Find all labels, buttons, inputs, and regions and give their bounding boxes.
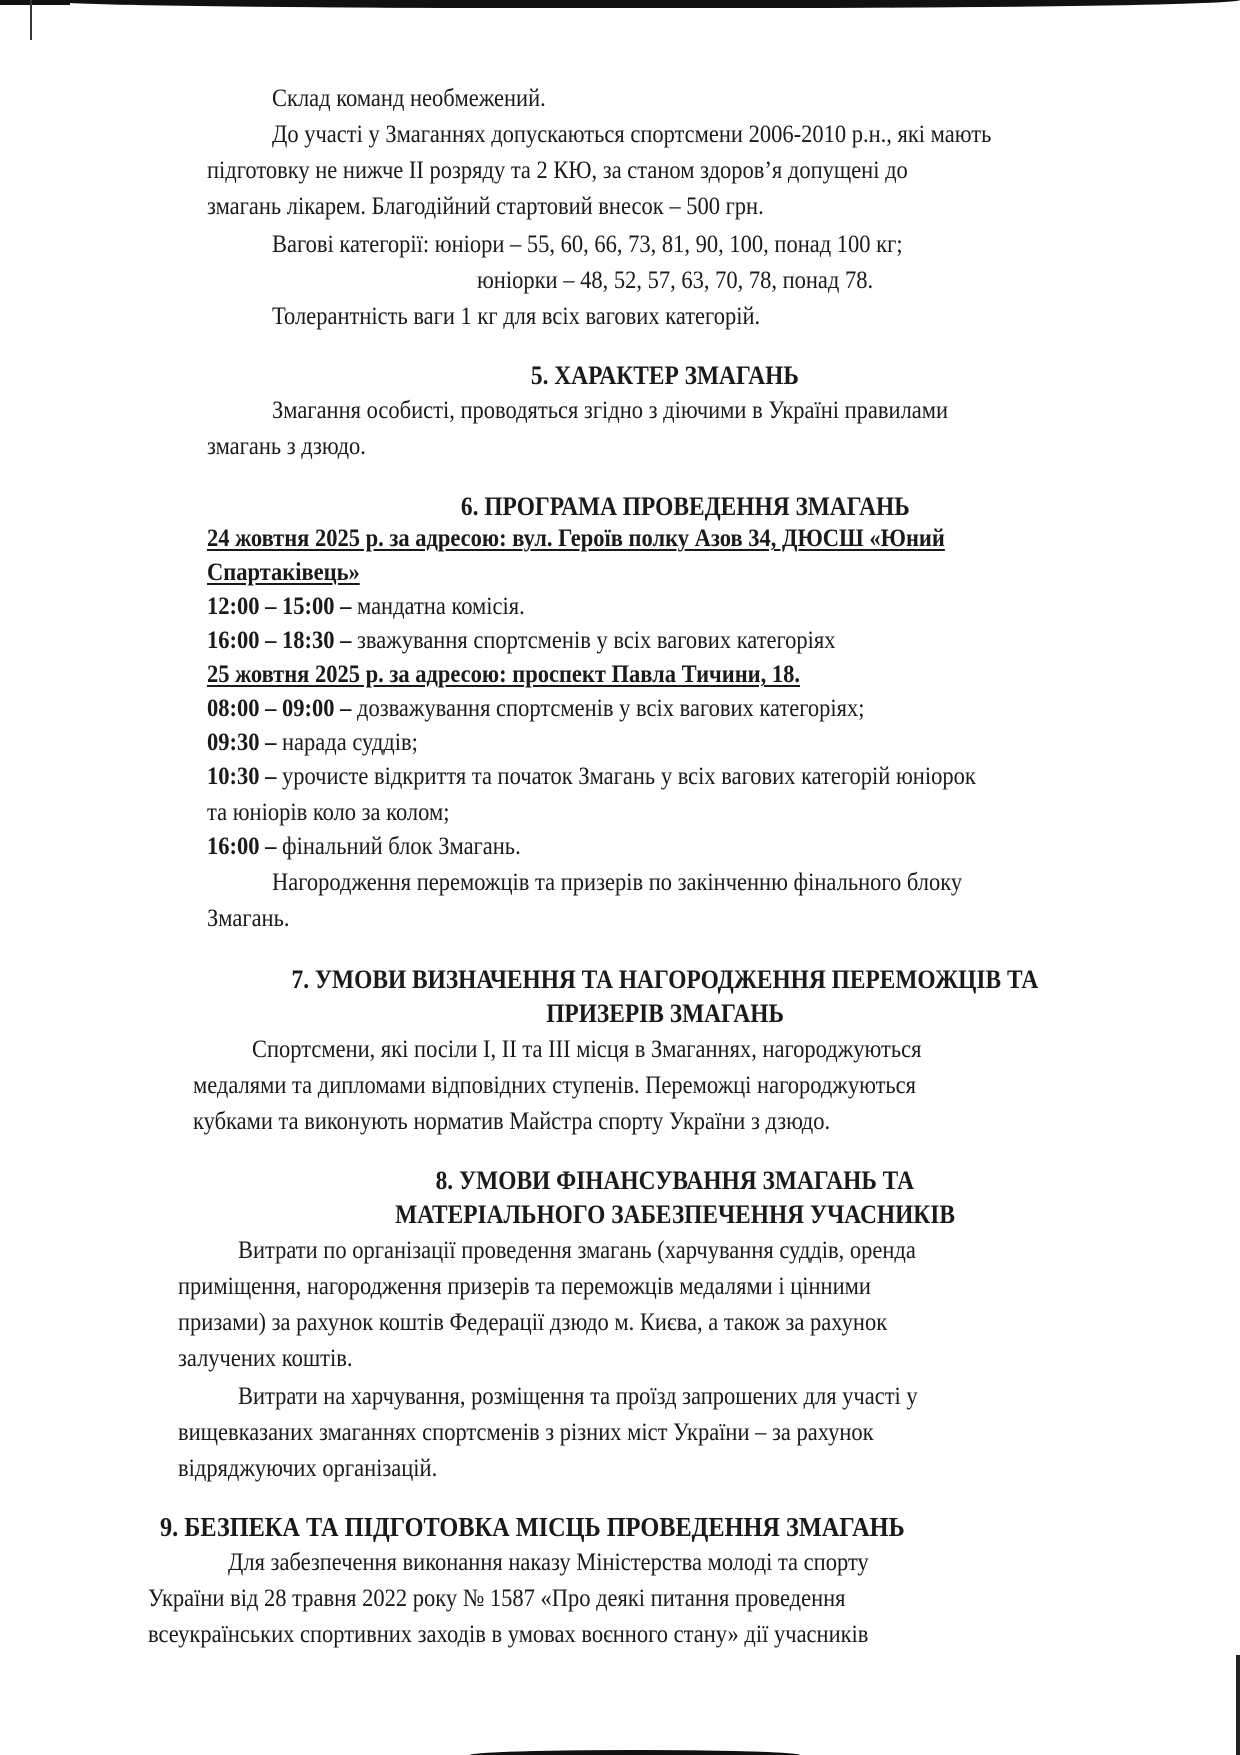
section-7-line-3: кубками та виконують норматив Майстра спорту України з дзюдо. [193,1108,831,1135]
awards-line-2: Змагань. [207,905,290,932]
weight-categories-junior-women: юніорки – 48, 52, 57, 63, 70, 78, понад 78. [477,267,874,294]
section-7-title-line-1: 7. УМОВИ ВИЗНАЧЕННЯ ТА НАГОРОДЖЕННЯ ПЕРЕМОЖЦІВ ТА [291,965,1039,994]
section-8-para-1-line-4: залучених коштів. [178,1345,353,1372]
section-9-line-3: всеукраїнських спортивних заходів в умовах воєнного стану» дії учасників [148,1621,869,1648]
section-8-title-line-1: 8. УМОВИ ФІНАНСУВАННЯ ЗМАГАНЬ ТА [435,1166,915,1195]
schedule-item [207,694,864,724]
section-8-para-1-line-2: приміщення, нагородження призерів та переможців медалями і цінними [178,1273,871,1300]
schedule-item [207,728,418,758]
scan-edge-left [30,0,32,40]
section-5-line-1: Змагання особисті, проводяться згідно з діючими в Україні правилами [272,397,949,424]
schedule-text: фінальний блок Змагань. [276,833,521,860]
scan-edge-bottom [470,1750,800,1755]
schedule-text: нарада суддів; [276,729,418,756]
schedule-time: 10:30 – [207,763,277,790]
team-composition-text: Склад команд необмежений. [272,85,546,112]
schedule-text: зважування спортсменів у всіх вагових категоріях [351,627,836,654]
section-8-para-2-line-1: Витрати на харчування, розміщення та проїзд запрошених для участі у [238,1383,918,1410]
admission-line-1: До участі у Змаганнях допускаються спортсмени 2006-2010 р.н., які мають [272,121,992,148]
schedule-time: 09:30 – [207,729,277,756]
scan-edge-right [1236,1655,1240,1755]
day-2-address: 25 жовтня 2025 р. за адресою: проспект Павла Тичини, 18. [207,661,801,688]
schedule-item [207,762,976,792]
day-1-address-line-2: Спартаківець» [207,559,360,586]
weight-tolerance-text: Толерантність ваги 1 кг для всіх вагових категорій. [272,303,761,330]
section-9-line-1: Для забезпечення виконання наказу Міністерства молоді та спорту [228,1549,869,1576]
section-8-para-2-line-2: вищевказаних змаганнях спортсменів з різних міст України – за рахунок [178,1419,874,1446]
schedule-time: 16:00 – 18:30 – [207,627,352,654]
schedule-time: 12:00 – 15:00 – [207,593,352,620]
schedule-text: урочисте відкриття та початок Змагань у всіх вагових категорій юніорок [276,763,976,790]
section-8-title-line-2: МАТЕРІАЛЬНОГО ЗАБЕЗПЕЧЕННЯ УЧАСНИКІВ [395,1200,955,1229]
awards-line-1: Нагородження переможців та призерів по закінченню фінального блоку [272,869,963,896]
section-9-title: 9. БЕЗПЕКА ТА ПІДГОТОВКА МІСЦЬ ПРОВЕДЕННЯ ЗМАГАНЬ [160,1512,905,1542]
schedule-text: дозважування спортсменів у всіх вагових категоріях; [351,695,865,722]
schedule-time: 16:00 – [207,833,277,860]
weight-categories-juniors: Вагові категорії: юніори – 55, 60, 66, 73, 81, 90, 100, понад 100 кг; [272,231,903,258]
section-8-para-2-line-3: відряджуючих організацій. [178,1455,438,1482]
section-7-title-line-2: ПРИЗЕРІВ ЗМАГАНЬ [546,999,784,1028]
schedule-text: мандатна комісія. [351,593,525,620]
section-7-line-2: медалями та дипломами відповідних ступенів. Переможці нагороджуються [193,1072,917,1099]
day-1-address-line-1: 24 жовтня 2025 р. за адресою: вул. Героїв полку Азов 34, ДЮСШ «Юний [207,525,945,552]
section-5-line-2: змагань з дзюдо. [207,433,366,460]
schedule-text: та юніорів коло за колом; [207,799,450,826]
schedule-time: 08:00 – 09:00 – [207,695,352,722]
admission-line-2: підготовку не нижче II розряду та 2 КЮ, за станом здоров’я допущені до [207,157,908,184]
section-8-para-1-line-3: призами) за рахунок коштів Федерації дзюдо м. Києва, а також за рахунок [178,1309,888,1336]
admission-line-3: змагань лікарем. Благодійний стартовий внесок – 500 грн. [207,193,764,220]
schedule-item [207,832,521,862]
section-6-title: 6. ПРОГРАМА ПРОВЕДЕННЯ ЗМАГАНЬ [460,492,910,521]
schedule-item [207,626,836,656]
section-7-line-1: Спортсмени, які посіли I, II та III місця в Змаганнях, нагороджуються [252,1036,922,1063]
section-9-line-2: України від 28 травня 2022 року № 1587 «Про деякі питання проведення [148,1585,846,1612]
scan-edge-top [30,0,1240,8]
section-5-title: 5. ХАРАКТЕР ЗМАГАНЬ [531,361,799,390]
schedule-item-continuation [207,798,449,828]
schedule-item [207,592,525,622]
section-8-para-1-line-1: Витрати по організації проведення змагань (харчування суддів, оренда [238,1237,916,1264]
